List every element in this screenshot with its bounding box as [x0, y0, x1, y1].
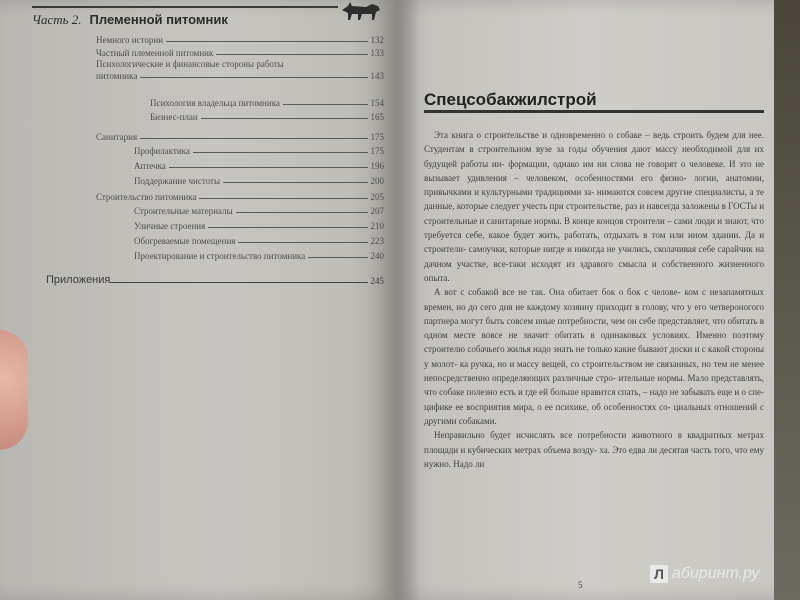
header-rule	[32, 6, 338, 8]
page-number: 5	[578, 580, 583, 590]
body-line: строители – сами люди и знают, что требуется себе, какое будет	[424, 215, 764, 241]
toc-entry: Бизнес-план 165	[150, 112, 384, 122]
toc-entry: Строительство питомника 205	[96, 192, 384, 202]
body-line: следует учесть при строительстве, раз и навсегда заложены в	[490, 201, 726, 212]
body-paragraph	[424, 128, 764, 285]
toc-appendix: Приложения 245	[46, 274, 384, 286]
chapter-rule	[424, 110, 764, 113]
toc-entry: Частный племенной питомник 133	[96, 48, 384, 58]
body-line: цифике ее восприятия мира, о ее психике, об особенностях со-	[424, 401, 671, 412]
body-line: обучения дают массу необходимой для их будущей работы ин-	[424, 144, 764, 169]
toc-entry: Психологические и финансовые стороны работы питомника 143	[96, 59, 384, 81]
body-line: формации, однако им ни слова не говорят о человеке. И это не	[508, 158, 764, 169]
toc-entry: Строительные материалы 207	[134, 206, 384, 216]
toc-entry: Санитария 175	[96, 132, 384, 142]
body-line: себе сарайчик на дачном участке, все-таки исходят из здравого	[424, 244, 765, 269]
part-label: Часть 2.	[32, 12, 82, 27]
body-line: циальных отношений с другими собаками.	[424, 401, 765, 426]
finger	[0, 330, 28, 450]
body-line: условиях. Именно поэтому строителю собачьего жилья надо	[424, 330, 764, 355]
body-line: быть совсем иные потребности, чем он себе представляет, что	[485, 315, 726, 326]
toc-entry: Проектирование и строительство питомника 240	[134, 251, 384, 261]
watermark-text: абиринт.ру	[672, 565, 760, 582]
body-line: смысла и собственного жизненного опыта.	[424, 258, 764, 283]
toc-entry: Психология владельца питомника 154	[150, 98, 384, 108]
wolf-silhouette-icon	[340, 0, 382, 22]
part-heading	[32, 12, 228, 28]
body-paragraph	[424, 428, 764, 471]
body-line: логии, анатомии, привычками и культурными традициями за-	[424, 172, 764, 198]
body-line: вызывает удивления – человеком, особенностями его физио-	[424, 172, 687, 183]
body-line: А вот с собакой все не так. Она обитает бок о бок с челове-	[434, 287, 681, 298]
chapter-body	[424, 128, 764, 471]
body-line: жить, работать, отдыхать в том или ином здании. Да и строители-	[424, 230, 765, 255]
body-line: нимаются совсем другие специалисты, а те данные, которые	[424, 187, 764, 212]
body-line: ка ручка, но и массу вещей, со строительством не связанных, но	[459, 358, 711, 369]
body-line: тем не менее непосредственно определяющих различные стро-	[424, 358, 765, 384]
body-line: строить будем для нее. Студентам в строительном вузе за годы	[424, 130, 764, 155]
body-line: знать не только какие бывают доски и с какой стороны у молот-	[424, 344, 765, 369]
body-line: ха. Это едва ли десятая часть того, что ему нужно. Надо ли	[424, 444, 764, 469]
body-line: ГОСТы и строительные и санитарные нормы. В конце концов	[424, 201, 765, 226]
part-title: Племенной питомник	[89, 12, 228, 27]
toc-entry: Уличные строения 210	[134, 221, 384, 231]
body-line: Неправильно будет исчислять все потребности животного в	[434, 430, 682, 441]
body-line: квадратных метрах площади и кубических метрах объема возду-	[424, 430, 764, 455]
body-line: самоучки, которые нигде и никогда не учились, сколачивая	[468, 244, 697, 255]
body-line: приходит в голову, что у его четвероногого партнера могут	[424, 301, 764, 326]
toc-entry: Немного истории 132	[96, 35, 384, 45]
body-line: обитать в одном месте вовсе не значит обитать в одинаковых	[424, 315, 765, 341]
chapter-title: Спецсобакжилстрой	[424, 90, 597, 109]
body-line: где ей больше нравится спать, – надо не забывать еще и о спе-	[525, 387, 765, 398]
body-line: Эта книга о строительстве и одновременно о собаке – ведь	[434, 130, 670, 140]
body-paragraph	[424, 285, 764, 428]
watermark-badge: Л	[650, 565, 668, 583]
body-line: ительные нормы. Мало представлять, что собаке полезно есть и	[424, 373, 765, 398]
watermark	[650, 565, 759, 583]
toc-entry: Профилактика 175	[134, 146, 384, 156]
left-page	[0, 0, 398, 600]
toc-entry: Поддержание чистоты 200	[134, 176, 384, 186]
toc-entry: Аптечка 196	[134, 161, 384, 171]
body-line: ком с незапамятных времен, но до сего дня не каждому хозяину	[424, 287, 764, 312]
toc-entry: Обогреваемые помещения 223	[134, 236, 384, 246]
